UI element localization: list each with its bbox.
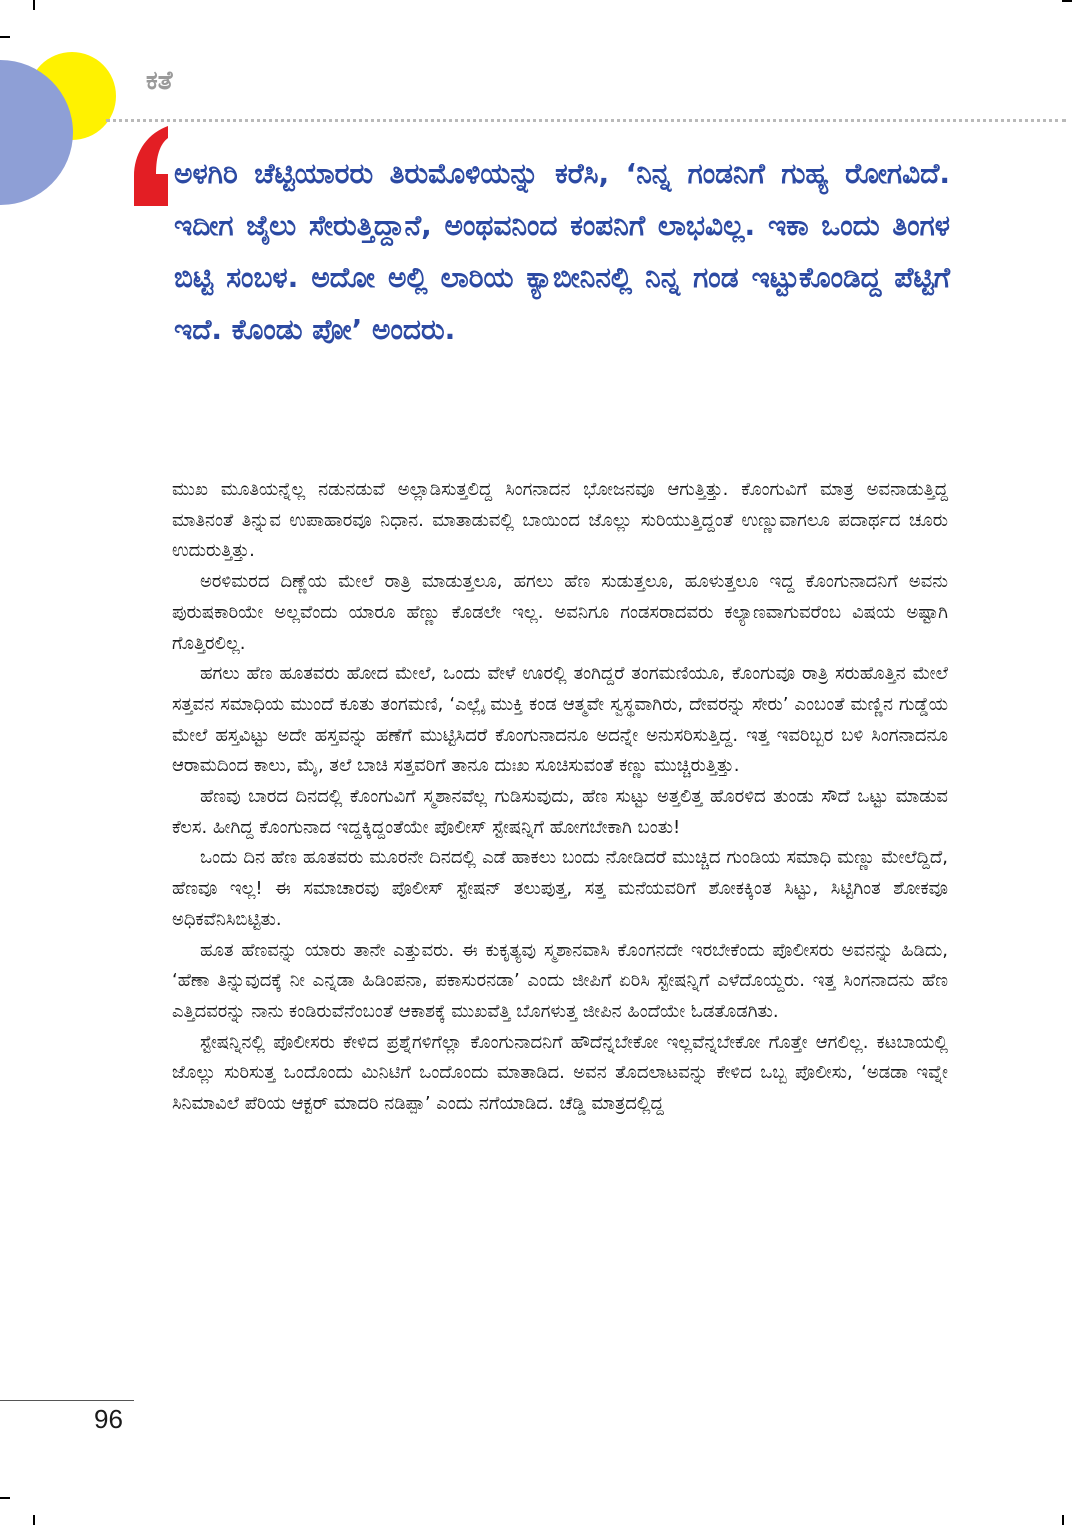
crop-mark-bottom-left xyxy=(0,1497,10,1499)
page-number: 96 xyxy=(94,1404,123,1434)
header-dotted-rule xyxy=(106,119,1066,122)
quote-mark-icon xyxy=(128,126,168,206)
section-label: ಕತೆ xyxy=(146,66,173,96)
crop-mark-top-right xyxy=(1062,0,1072,2)
body-paragraph: ಮುಖ ಮೂತಿಯನ್ನೆಲ್ಲ ನಡುನಡುವೆ ಅಲ್ಲಾಡಿಸುತ್ತಲಿದ್ದ ಸಿಂಗನಾದನ ಭೋಜನವೂ ಆಗುತ್ತಿತ್ತು. ಕೊಂಗುವಿಗೆ ಮಾತ್ರ ಅವನಾಡುತ್ತಿದ್ದ ಮಾತಿನಂತೆ ತಿನ್ನುವ ಉಪಾಹಾರವೂ ನಿಧಾನ. ಮಾತಾಡುವಲ್ಲಿ ಬಾಯಿಂದ ಜೊಲ್ಲು ಸುರಿಯುತ್ತಿದ್ದಂತೆ ಉಣ್ಣುವಾಗಲೂ ಪದಾರ್ಥದ ಚೂರು ಉದುರುತ್ತಿತ್ತು. xyxy=(172,479,948,562)
crop-mark-top-left-side xyxy=(0,36,10,38)
pull-quote: ಅಳಗಿರಿ ಚೆಟ್ಟಿಯಾರರು ತಿರುಮೊಳಿಯನ್ನು ಕರೆಸಿ, ‘ನಿನ್ನ ಗಂಡನಿಗೆ ಗುಹ್ಯ ರೋಗವಿದೆ. ಇದೀಗ ಜೈಲು ಸೇರುತ್ತಿದ್ದಾನೆ, ಅಂಥವನಿಂದ ಕಂಪನಿಗೆ ಲಾಭವಿಲ್ಲ. ಇಕಾ ಒಂದು ತಿಂಗಳ ಬಿಟ್ಟಿ ಸಂಬಳ. ಅದೋ ಅಲ್ಲಿ ಲಾರಿಯ ಕ್ಯಾಬೀನಿನಲ್ಲಿ ನಿನ್ನ ಗಂಡ ಇಟ್ಟುಕೊಂಡಿದ್ದ ಪೆಟ್ಟಿಗೆ ಇದೆ. ಕೊಂಡು ಪೋ’ ಅಂದರು. xyxy=(174,157,950,346)
body-text xyxy=(172,475,948,1120)
body-paragraph: ಹೆಣವು ಬಾರದ ದಿನದಲ್ಲಿ ಕೊಂಗುವಿಗೆ ಸ್ಮಶಾನವೆಲ್ಲ ಗುಡಿಸುವುದು, ಹೆಣ ಸುಟ್ಟು ಅತ್ತಲಿತ್ತ ಹೊರಳಿದ ತುಂಡು ಸೌದೆ ಒಟ್ಟು ಮಾಡುವ ಕೆಲಸ. ಹೀಗಿದ್ದ ಕೊಂಗುನಾದ ಇದ್ದಕ್ಕಿದ್ದಂತೆಯೇ ಪೊಲೀಸ್ ಸ್ಟೇಷನ್ನಿಗೆ ಹೋಗಬೇಕಾಗಿ ಬಂತು! xyxy=(172,786,948,838)
body-paragraph: ಹಗಲು ಹೆಣ ಹೂತವರು ಹೋದ ಮೇಲೆ, ಒಂದು ವೇಳೆ ಊರಲ್ಲಿ ತಂಗಿದ್ದರೆ ತಂಗಮಣಿಯೂ, ಕೊಂಗುವೂ ರಾತ್ರಿ ಸರುಹೊತ್ತಿನ ಮೇಲೆ ಸತ್ತವನ ಸಮಾಧಿಯ ಮುಂದೆ ಕೂತು ತಂಗಮಣಿ, ‘ಎಲ್ಲೈ ಮುಕ್ತಿ ಕಂಡ ಆತ್ಮವೇ ಸ್ವಸ್ಥವಾಗಿರು, ದೇವರನ್ನು ಸೇರು’ ಎಂಬಂತೆ ಮಣ್ಣಿನ ಗುಡ್ಡೆಯ ಮೇಲೆ ಹಸ್ತವಿಟ್ಟು ಅದೇ ಹಸ್ತವನ್ನು ಹಣೆಗೆ ಮುಟ್ಟಿಸಿದರೆ ಕೊಂಗುನಾದನೂ ಅದನ್ನೇ ಅನುಸರಿಸುತ್ತಿದ್ದ. ಇತ್ತ ಇವರಿಬ್ಬರ ಬಳಿ ಸಿಂಗನಾದನೂ ಆರಾಮದಿಂದ ಕಾಲು, ಮೈ, ತಲೆ ಬಾಚಿ ಸತ್ತವರಿಗೆ ತಾನೂ ದುಃಖ ಸೂಚಿಸುವಂತೆ ಕಣ್ಣು ಮುಚ್ಚಿರುತ್ತಿತ್ತು. xyxy=(172,663,948,777)
body-paragraph: ಹೂತ ಹೆಣವನ್ನು ಯಾರು ತಾನೇ ಎತ್ತುವರು. ಈ ಕುಕೃತ್ಯವು ಸ್ಮಶಾನವಾಸಿ ಕೊಂಗನದೇ ಇರಬೇಕೆಂದು ಪೊಲೀಸರು ಅವನನ್ನು ಹಿಡಿದು, ‘ಹೆಣಾ ತಿನ್ನುವುದಕ್ಕೆ ನೀ ಎನ್ನಡಾ ಹಿಡಿಂಪನಾ, ಪಕಾಸುರನಡಾ’ ಎಂದು ಜೀಪಿಗೆ ಏರಿಸಿ ಸ್ಟೇಷನ್ನಿಗೆ ಎಳೆದೊಯ್ದರು. ಇತ್ತ ಸಿಂಗನಾದನು ಹೆಣ ಎತ್ತಿದವರನ್ನು ನಾನು ಕಂಡಿರುವೆನೆಂಬಂತೆ ಆಕಾಶಕ್ಕೆ ಮುಖವೆತ್ತಿ ಬೊಗಳುತ್ತ ಜೀಪಿನ ಹಿಂದೆಯೇ ಓಡತೊಡಗಿತು. xyxy=(172,939,948,1022)
crop-mark-top-left xyxy=(33,0,35,10)
body-paragraph: ಸ್ಟೇಷನ್ನಿನಲ್ಲಿ ಪೊಲೀಸರು ಕೇಳಿದ ಪ್ರಶ್ನೆಗಳಿಗೆಲ್ಲಾ ಕೊಂಗುನಾದನಿಗೆ ಹೌದೆನ್ನಬೇಕೋ ಇಲ್ಲವೆನ್ನಬೇಕೋ ಗೊತ್ತೇ ಆಗಲಿಲ್ಲ. ಕಟಬಾಯಲ್ಲಿ ಜೊಲ್ಲು ಸುರಿಸುತ್ತ ಒಂದೊಂದು ಮಿನಿಟಿಗೆ ಒಂದೊಂದು ಮಾತಾಡಿದ. ಅವನ ತೊದಲಾಟವನ್ನು ಕೇಳಿದ ಒಬ್ಬ ಪೊಲೀಸು, ‘ಅಡಡಾ ಇವ್ನೇ ಸಿನಿಮಾವಿಲೆ ಪೆರಿಯ ಆಕ್ಟರ್ ಮಾದರಿ ನಡಿಪ್ಪಾ’ ಎಂದು ನಗೆಯಾಡಿದ. ಚೆಡ್ಡಿ ಮಾತ್ರದಲ್ಲಿದ್ದ xyxy=(172,1031,948,1115)
crop-mark-bottom-right xyxy=(1062,1515,1064,1525)
body-paragraph: ಒಂದು ದಿನ ಹೆಣ ಹೂತವರು ಮೂರನೇ ದಿನದಲ್ಲಿ ಎಡೆ ಹಾಕಲು ಬಂದು ನೋಡಿದರೆ ಮುಚ್ಚಿದ ಗುಂಡಿಯ ಸಮಾಧಿ ಮಣ್ಣು ಮೇಲೆದ್ದಿದೆ, ಹೆಣವೂ ಇಲ್ಲ! ಈ ಸಮಾಚಾರವು ಪೊಲೀಸ್ ಸ್ಟೇಷನ್ ತಲುಪುತ್ತ, ಸತ್ತ ಮನೆಯವರಿಗೆ ಶೋಕಕ್ಕಿಂತ ಸಿಟ್ಟು, ಸಿಟ್ಟಿಗಿಂತ ಶೋಕವೂ ಅಧಿಕವೆನಿಸಿಬಿಟ್ಟಿತು. xyxy=(172,847,948,930)
crop-mark-bottom-left-vert xyxy=(33,1515,35,1525)
body-paragraph: ಅರಳಿಮರದ ದಿಣ್ಣೆಯ ಮೇಲೆ ರಾತ್ರಿ ಮಾಡುತ್ತಲೂ, ಹಗಲು ಹೆಣ ಸುಡುತ್ತಲೂ, ಹೂಳುತ್ತಲೂ ಇದ್ದ ಕೊಂಗುನಾದನಿಗೆ ಅವನು ಪುರುಷಕಾರಿಯೇ ಅಲ್ಲವೆಂದು ಯಾರೂ ಹೆಣ್ಣು ಕೊಡಲೇ ಇಲ್ಲ. ಅವನಿಗೂ ಗಂಡಸರಾದವರು ಕಲ್ಯಾಣವಾಗುವರೆಂಬ ವಿಷಯ ಅಷ್ಟಾಗಿ ಗೊತ್ತಿರಲಿಲ್ಲ. xyxy=(172,571,948,654)
footer-rule xyxy=(0,1400,134,1401)
